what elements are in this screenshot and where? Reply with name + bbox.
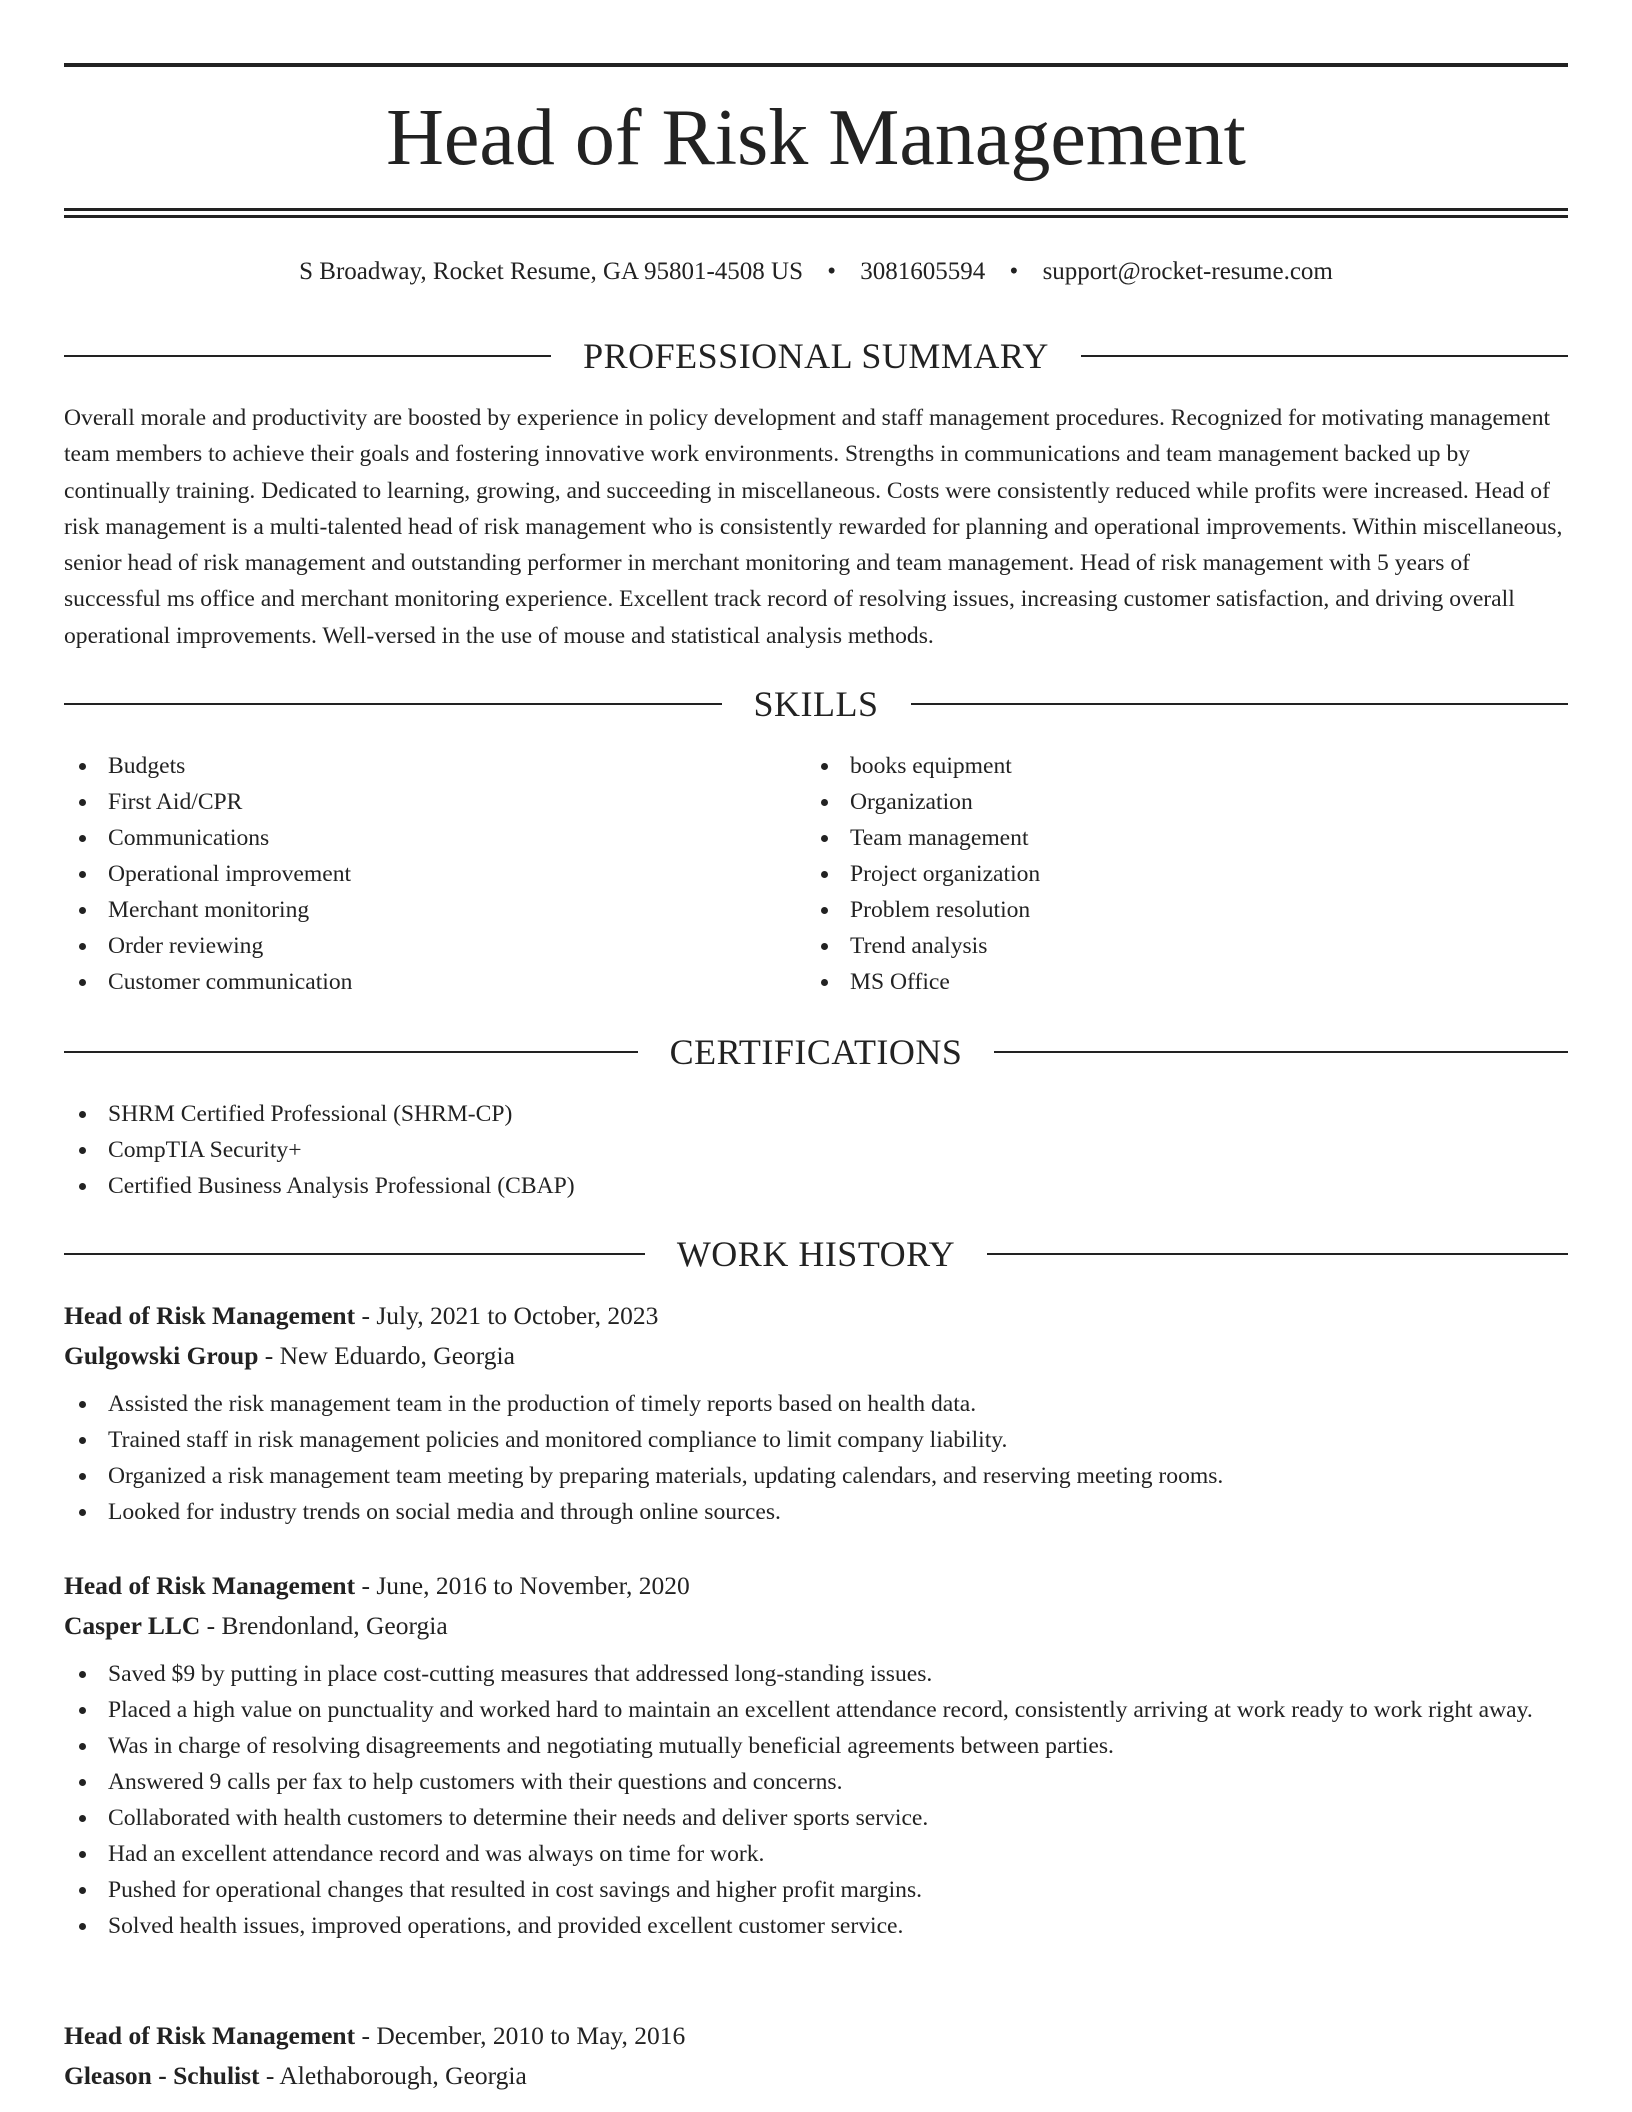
divider [911,703,1569,705]
divider [64,1051,638,1053]
job-bullet: Assisted the risk management team in the production of timely reports based on health data. [64,1386,1568,1422]
job-title-line [64,1566,1568,1606]
job-entry [64,2016,1568,2096]
job-bullet: Looked for industry trends on social media and through online sources. [64,1494,1568,1530]
divider [1081,355,1568,357]
resume-title: Head of Risk Management [386,94,1246,182]
section-title: PROFESSIONAL SUMMARY [583,336,1049,376]
skill-item: MS Office [806,964,1506,1000]
job-company: Gulgowski Group [64,1341,259,1370]
job-dates: - June, 2016 to November, 2020 [355,1571,690,1600]
job-company-line [64,2056,1568,2096]
header-bottom-rule-2 [64,215,1568,218]
job-bullet: Saved $9 by putting in place cost-cutting measures that addressed long-standing issues. [64,1656,1568,1692]
job-bullets [64,1386,1568,1530]
section-title: WORK HISTORY [676,1234,956,1274]
skill-item: books equipment [806,748,1506,784]
skill-item: Team management [806,820,1506,856]
job-bullet: Solved health issues, improved operations, and provided excellent customer service. [64,1908,1568,1944]
job-title-line [64,1296,1568,1336]
section-heading-skills [64,682,1568,726]
job-company-line [64,1336,1568,1376]
job-company-line [64,1606,1568,1646]
contact-separator: • [827,258,837,285]
certification-item: Certified Business Analysis Professional (CBAP) [64,1168,1464,1204]
job-bullet: Pushed for operational changes that resulted in cost savings and higher profit margins. [64,1872,1568,1908]
skill-item: Problem resolution [806,892,1506,928]
job-title: Head of Risk Management [64,2021,356,2050]
section-title: SKILLS [753,684,879,724]
contact-address: S Broadway, Rocket Resume, GA 95801-4508 US [299,258,804,285]
skill-item: Project organization [806,856,1506,892]
section-heading-work-history [64,1232,1568,1276]
section-heading-summary [64,334,1568,378]
skills-list-left [64,748,744,1000]
certification-item: SHRM Certified Professional (SHRM-CP) [64,1096,1464,1132]
job-location: - Brendonland, Georgia [200,1611,448,1640]
job-bullet: Placed a high value on punctuality and worked hard to maintain an excellent attendance record, consistently arriving at work ready to work right away. [64,1692,1568,1728]
skill-item: First Aid/CPR [64,784,744,820]
job-bullet: Was in charge of resolving disagreements and negotiating mutually beneficial agreements between parties. [64,1728,1568,1764]
job-title-line [64,2016,1568,2056]
skill-item: Communications [64,820,744,856]
skill-item: Operational improvement [64,856,744,892]
divider [994,1051,1568,1053]
skill-item: Order reviewing [64,928,744,964]
divider [64,1253,645,1255]
contact-phone: 3081605594 [860,258,986,285]
certifications-list [64,1096,1464,1204]
job-bullet: Trained staff in risk management policies and monitored compliance to limit company liability. [64,1422,1568,1458]
section-heading-certifications [64,1030,1568,1074]
skill-item: Customer communication [64,964,744,1000]
job-entry [64,1296,1568,1530]
divider [64,355,551,357]
job-entry [64,1566,1568,1944]
job-bullet: Collaborated with health customers to determine their needs and deliver sports service. [64,1800,1568,1836]
job-dates: - July, 2021 to October, 2023 [355,1301,659,1330]
contact-email: support@rocket-resume.com [1042,258,1333,285]
skill-item: Trend analysis [806,928,1506,964]
job-location: - New Eduardo, Georgia [258,1341,515,1370]
contact-separator: • [1009,258,1019,285]
skill-item: Organization [806,784,1506,820]
section-title: CERTIFICATIONS [669,1032,963,1072]
header-bottom-rule [64,208,1568,211]
job-title: Head of Risk Management [64,1301,356,1330]
job-bullet: Organized a risk management team meeting by preparing materials, updating calendars, and reserving meeting rooms. [64,1458,1568,1494]
job-dates: - December, 2010 to May, 2016 [355,2021,686,2050]
header-top-rule [64,63,1568,67]
job-bullet: Answered 9 calls per fax to help customers with their questions and concerns. [64,1764,1568,1800]
job-title: Head of Risk Management [64,1571,356,1600]
contact-line [64,254,1568,290]
job-company: Gleason - Schulist [64,2061,260,2090]
job-bullets [64,1656,1568,1944]
summary-paragraph: Overall morale and productivity are boosted by experience in policy development and staff management procedures. Recognized for motivating management team members to achieve their goals and fostering innovative work environments. Strengths in communications and team management backed up by continually training. Dedicated to learning, growing, and succeeding in miscellaneous. Costs were consistently reduced while profits were increased. Head of risk management is a multi-talented head of risk management who is consistently rewarded for planning and operational improvements. Within miscellaneous, senior head of risk management and outstanding performer in merchant monitoring and team management. Head of risk management with 5 years of successful ms office and merchant monitoring experience. Excellent track record of resolving issues, increasing customer satisfaction, and driving overall operational improvements. Well-versed in the use of mouse and statistical analysis methods. [64,405,1563,649]
job-company: Casper LLC [64,1611,201,1640]
skill-item: Budgets [64,748,744,784]
skills-list-right [806,748,1506,1000]
job-bullet: Had an excellent attendance record and was always on time for work. [64,1836,1568,1872]
job-location: - Alethaborough, Georgia [259,2061,527,2090]
skill-item: Merchant monitoring [64,892,744,928]
divider [64,703,722,705]
certification-item: CompTIA Security+ [64,1132,1464,1168]
divider [987,1253,1568,1255]
